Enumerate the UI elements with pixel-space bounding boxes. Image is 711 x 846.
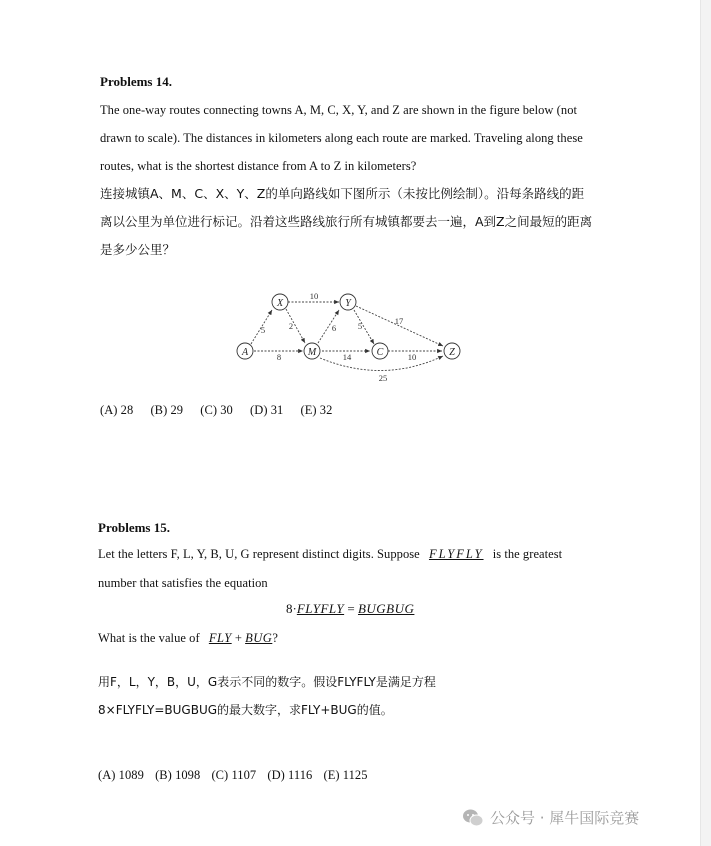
problem-15-chinese <box>98 668 618 724</box>
p15-choice-a[interactable]: (A) 1089 <box>98 768 144 782</box>
node-Y-label: Y <box>345 298 351 309</box>
p14-cn-line-2: 离以公里为单位进行标记。沿着这些路线旅行所有城镇都要去一遍，A到Z之间最短的距离 <box>100 214 593 229</box>
edge-M-C-label: 14 <box>342 352 352 362</box>
problem-14-english <box>100 96 620 180</box>
edge-M-Y-label: 6 <box>331 323 337 333</box>
p14-cn-line-1: 连接城镇A、M、C、X、Y、Z的单向路线如下图所示（未按比例绘制）。沿每条路线的距 <box>100 186 585 201</box>
eq-rhs: BUGBUG <box>357 601 415 616</box>
edge-Y-C-label: 5 <box>357 321 363 331</box>
wechat-icon <box>462 808 484 828</box>
p14-choice-c[interactable]: (C) 30 <box>200 403 233 417</box>
edge-X-Y-label: 10 <box>309 291 319 301</box>
p15-cn-line-2: 8×FLYFLY=BUGBUG的最大数字，求FLY+BUG的值。 <box>98 703 393 717</box>
edge-M-Z-label: 25 <box>378 373 388 383</box>
scrollbar[interactable] <box>700 0 711 846</box>
watermark-text: 公众号 · 犀牛国际竞赛 <box>490 809 640 827</box>
p14-choice-d[interactable]: (D) 31 <box>250 403 284 417</box>
eq-lhs: FLYFLY <box>296 601 345 616</box>
p14-cn-line-3: 是多少公里？ <box>100 242 176 257</box>
p14-en-line-2: drawn to scale). The distances in kilometers along each route are marked. Traveling along these <box>100 131 583 145</box>
p14-choice-e[interactable]: (E) 32 <box>300 403 333 417</box>
p15-line1-post: is the greatest <box>492 547 563 561</box>
route-graph <box>225 286 470 386</box>
equation <box>286 601 414 617</box>
node-M-label: M <box>307 347 317 358</box>
node-Z-label: Z <box>449 347 455 358</box>
p14-en-line-3: routes, what is the shortest distance from A to Z in kilometers? <box>100 159 417 173</box>
problem-15-choices <box>98 761 376 789</box>
q-fly: FLY <box>208 631 232 645</box>
q-bug: BUG <box>245 631 273 645</box>
q-pre: What is the value of <box>98 631 200 645</box>
problem-14-chinese <box>100 180 620 264</box>
p15-line1-pre: Let the letters F, L, Y, B, U, G represent distinct digits. Suppose <box>98 547 420 561</box>
p15-choice-e[interactable]: (E) 1125 <box>323 768 368 782</box>
eq-pre: 8· <box>286 601 297 616</box>
node-X-label: X <box>276 298 284 309</box>
problem-14-heading: Problems 14. <box>100 74 172 89</box>
p15-choice-b[interactable]: (B) 1098 <box>155 768 201 782</box>
problem-15-line-1 <box>98 540 618 568</box>
problem-14-choices <box>100 396 346 424</box>
p15-line1-var: FLYFLY <box>428 547 484 561</box>
p14-en-line-1: The one-way routes connecting towns A, M, C, X, Y, and Z are shown in the figure below (not <box>100 103 578 117</box>
problem-15-heading: Problems 15. <box>98 520 170 535</box>
edge-Y-Z-label: 17 <box>394 316 404 326</box>
node-C-label: C <box>376 347 384 358</box>
p14-choice-a[interactable]: (A) 28 <box>100 403 134 417</box>
edge-X-M-label: 2 <box>288 321 294 331</box>
edge-A-X-label: 5 <box>260 325 266 335</box>
edge-Y-Z <box>356 306 443 346</box>
p15-cn-line-1: 用F，L，Y，B，U，G表示不同的数字。假设FLYFLY是满足方程 <box>98 675 436 689</box>
q-plus: + <box>231 631 246 645</box>
q-post: ? <box>272 631 278 645</box>
p15-choice-d[interactable]: (D) 1116 <box>267 768 313 782</box>
p15-choice-c[interactable]: (C) 1107 <box>211 768 257 782</box>
edge-C-Z-label: 10 <box>407 352 417 362</box>
edge-A-M-label: 8 <box>276 352 282 362</box>
eq-mid: = <box>344 601 358 616</box>
node-A-label: A <box>241 347 249 358</box>
watermark <box>462 807 639 828</box>
p14-choice-b[interactable]: (B) 29 <box>150 403 184 417</box>
problem-15-line-2: number that satisfies the equation <box>98 576 268 590</box>
problem-15-question <box>98 624 278 652</box>
